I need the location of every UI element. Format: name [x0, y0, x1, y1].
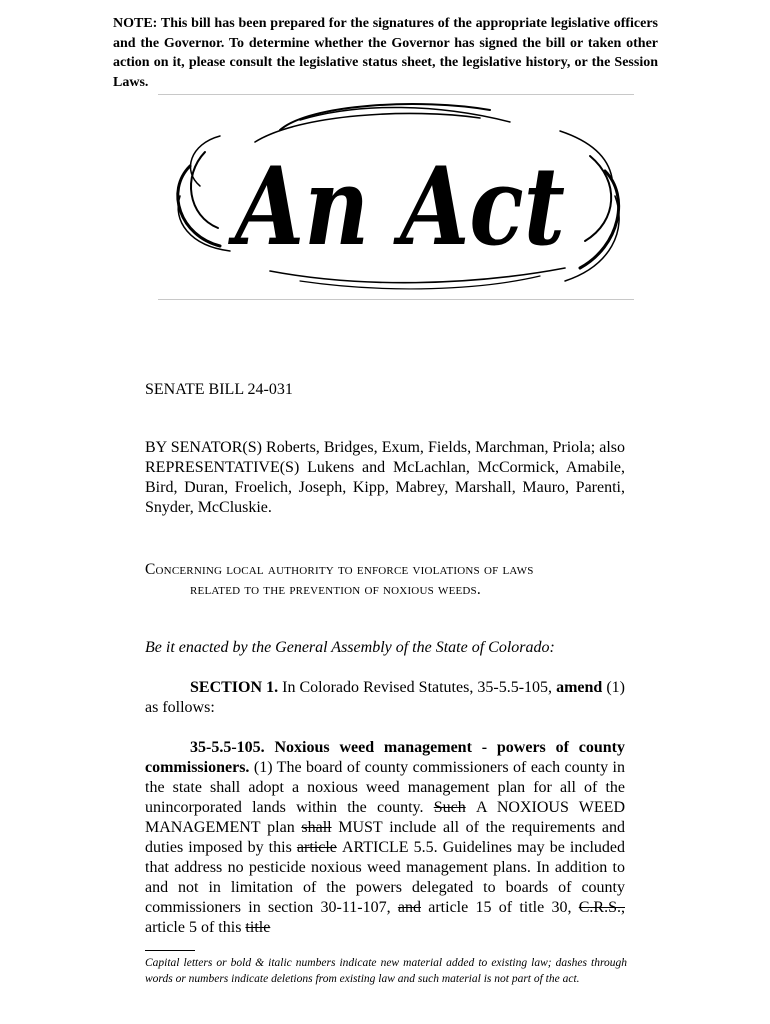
footnote: Capital letters or bold & italic numbers indicate new material added to existing law; dashes through words or numbers indicate deletions from existing law and such material is not part of the act.	[145, 957, 627, 985]
section-1	[145, 678, 625, 718]
deleted-text: article	[296, 839, 337, 856]
statute-segment: 5.5. Guidelines may be included that address no pesticide noxious weed management plans. In addition to and not in limitation of the powers delegated to boards of county commissioners in section 30-11-107,	[145, 839, 626, 916]
sponsors-paragraph	[145, 438, 625, 518]
statute-text	[145, 738, 625, 938]
header-note: NOTE: This bill has been prepared for the signatures of the appropriate legislative officers and the Governor. To determine whether the Governor has signed the bill or taken other action on it, please consult the legislative status sheet, the legislative history, or the Session Laws.	[113, 16, 658, 90]
svg-text:An Act: An Act	[227, 144, 565, 270]
sponsors-text: BY SENATOR(S) Roberts, Bridges, Exum, Fields, Marchman, Priola; also REPRESENTATIVE(S) Lukens and McLachlan, McCormick, Amabile, Bird, Duran, Froelich, Joseph, Kipp, Mabrey, Marshall, Mauro, Parenti, Snyder, McCluskie.	[145, 439, 625, 516]
footnote-divider	[145, 950, 195, 951]
inserted-text: A NOXIOUS WEED MANAGEMENT	[145, 799, 625, 836]
deleted-text: title	[245, 919, 271, 936]
deleted-text: shall	[301, 819, 332, 836]
enacting-clause: Be it enacted by the General Assembly of the State of Colorado:	[145, 639, 555, 656]
bill-title	[145, 560, 625, 600]
bill-title-line-2: related to the prevention of noxious weeds.	[190, 581, 481, 598]
statute-segment: article 15 of title 30,	[420, 899, 579, 916]
inserted-text: MUST	[338, 819, 383, 836]
statute-segment	[466, 799, 476, 816]
an-act-logo	[160, 96, 634, 296]
statute-segment: (1) The board of county commissioners of each county in the state shall adopt a noxious weed management plan for all of the unincorporated lands within the county.	[145, 759, 625, 816]
section-heading: SECTION 1.	[190, 679, 279, 696]
bottom-divider	[158, 299, 634, 300]
section-text-end: (1) as follows:	[145, 679, 626, 716]
inserted-text: ARTICLE	[341, 839, 409, 856]
statute-segment: include all of the requirements and duties imposed by this	[145, 819, 626, 856]
deleted-text: Such	[433, 799, 466, 816]
statute-segment: plan	[260, 819, 302, 836]
statute-heading: 35-5.5-105. Noxious weed management - powers of county commissioners.	[145, 739, 625, 776]
deleted-text: and	[397, 899, 421, 916]
amend-keyword: amend	[556, 679, 603, 696]
deleted-text: C.R.S.,	[578, 899, 625, 916]
top-divider	[158, 94, 634, 95]
bill-number: SENATE BILL 24-031	[145, 381, 293, 398]
section-text: In Colorado Revised Statutes, 35-5.5-105,	[278, 679, 557, 696]
statute-segment: article 5 of this	[145, 919, 246, 936]
bill-title-line-1: Concerning local authority to enforce violations of laws	[145, 561, 534, 578]
